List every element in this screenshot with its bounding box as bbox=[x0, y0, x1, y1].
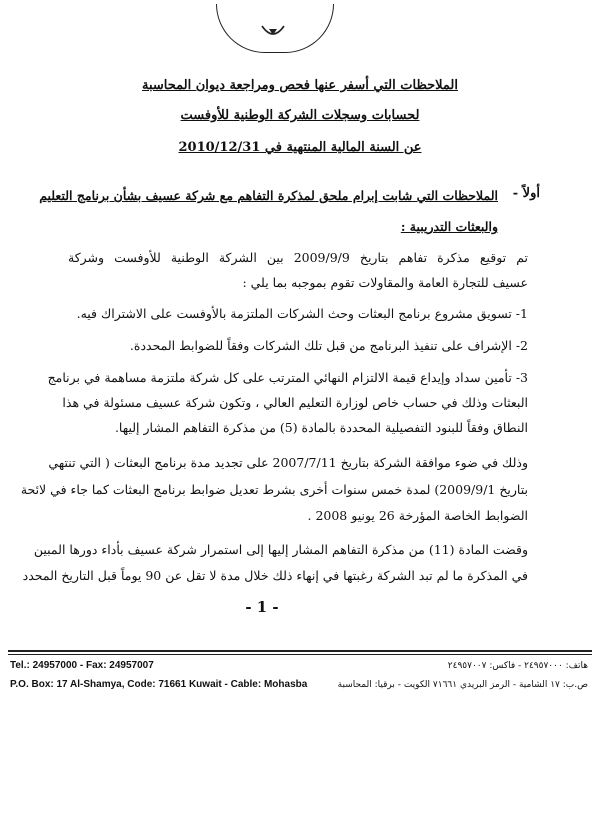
paragraph-3-line-2: في المذكرة ما لم تبد الشركة رغبتها في إنهاء ذلك خلال مدة لا تقل عن 90 يوماً قبل التاريخ المحدد bbox=[22, 568, 528, 583]
paragraph-3-line-1: وقضت المادة (11) من مذكرة التفاهم المشار إليها إلى استمرار شركة عسيف بأداء دورها المبين bbox=[33, 542, 528, 557]
list-item-2: 2- الإشراف على تنفيذ البرنامج من قبل تلك الشركات وفقاً للضوابط المحددة. bbox=[129, 338, 528, 353]
list-item-3-line-2: البعثات وذلك في حساب خاص لوزارة التعليم العالي ، وتكون شركة عسيف مسئولة في هذا bbox=[62, 395, 528, 410]
list-item-1: 1- تسويق مشروع برنامج البعثات وحث الشركات الملتزمة بالأوفست على الاشتراك فيه. bbox=[76, 306, 528, 321]
paragraph-2-line-1: وذلك في ضوء موافقة الشركة بتاريخ 2007/7/11 على تجديد مدة برنامج البعثات ( التي تنتهي bbox=[48, 455, 528, 470]
section-title-line-1: الملاحظات التي شابت إبرام ملحق لمذكرة التفاهم مع شركة عسيف بشأن برنامج التعليم bbox=[39, 188, 498, 203]
paragraph-2-line-2: بتاريخ 2009/9/1) لمدة خمس سنوات أخرى بشرط تعديل ضوابط برنامج البعثات كما جاء في لائحة bbox=[20, 482, 528, 497]
list-item-3-line-3: النطاق وفقاً للبنود التفصيلية المحددة بالمادة (5) من مذكرة التفاهم المشار إليها. bbox=[114, 420, 528, 435]
page-number: - 1 - bbox=[245, 598, 279, 616]
section-title-line-2: والبعثات التدريبية : bbox=[400, 219, 498, 234]
paragraph-2-line-3: الضوابط الخاصة المؤرخة 26 يونيو 2008 . bbox=[307, 508, 528, 523]
section-number: أولاً - bbox=[512, 186, 540, 201]
paragraph-1-line-1: تم توقيع مذكرة تفاهم بتاريخ 2009/9/9 بين الشركة الوطنية للأوفست وشركة bbox=[68, 250, 529, 265]
footer-address-ar: ص.ب: ١٧ الشامية - الرمز البريدي ٧١٦٦١ الكويت - برقيا: المحاسبة bbox=[337, 680, 588, 690]
title-line-2: لحسابات وسجلات الشركة الوطنية للأوفست bbox=[180, 108, 420, 123]
footer-tel-en: Tel.: 24957000 - Fax: 24957007 bbox=[10, 660, 154, 671]
footer-divider bbox=[8, 650, 592, 652]
footer-tel-ar: هاتف: ٢٤٩٥٧٠٠٠ - فاكس: ٢٤٩٥٧٠٠٧ bbox=[447, 661, 588, 671]
title-line-3: عن السنة المالية المنتهية في 2010/12/31 bbox=[178, 140, 422, 155]
title-line-1: الملاحظات التي أسفر عنها فحص ومراجعة ديوان المحاسبة bbox=[142, 78, 458, 93]
paragraph-1-line-2: عسيف للتجارة العامة والمقاولات تقوم بموجبه بما يلي : bbox=[242, 275, 528, 290]
list-item-3-line-1: 3- تأمين سداد وإيداع قيمة الالتزام النهائي المترتب على كل شركة ملتزمة مساهمة في برنامج bbox=[47, 370, 528, 385]
footer-address-en: P.O. Box: 17 Al-Shamya, Code: 71661 Kuwait - Cable: Mohasba bbox=[10, 679, 308, 690]
footer-divider-thin bbox=[8, 654, 592, 655]
crest-icon bbox=[258, 22, 288, 46]
